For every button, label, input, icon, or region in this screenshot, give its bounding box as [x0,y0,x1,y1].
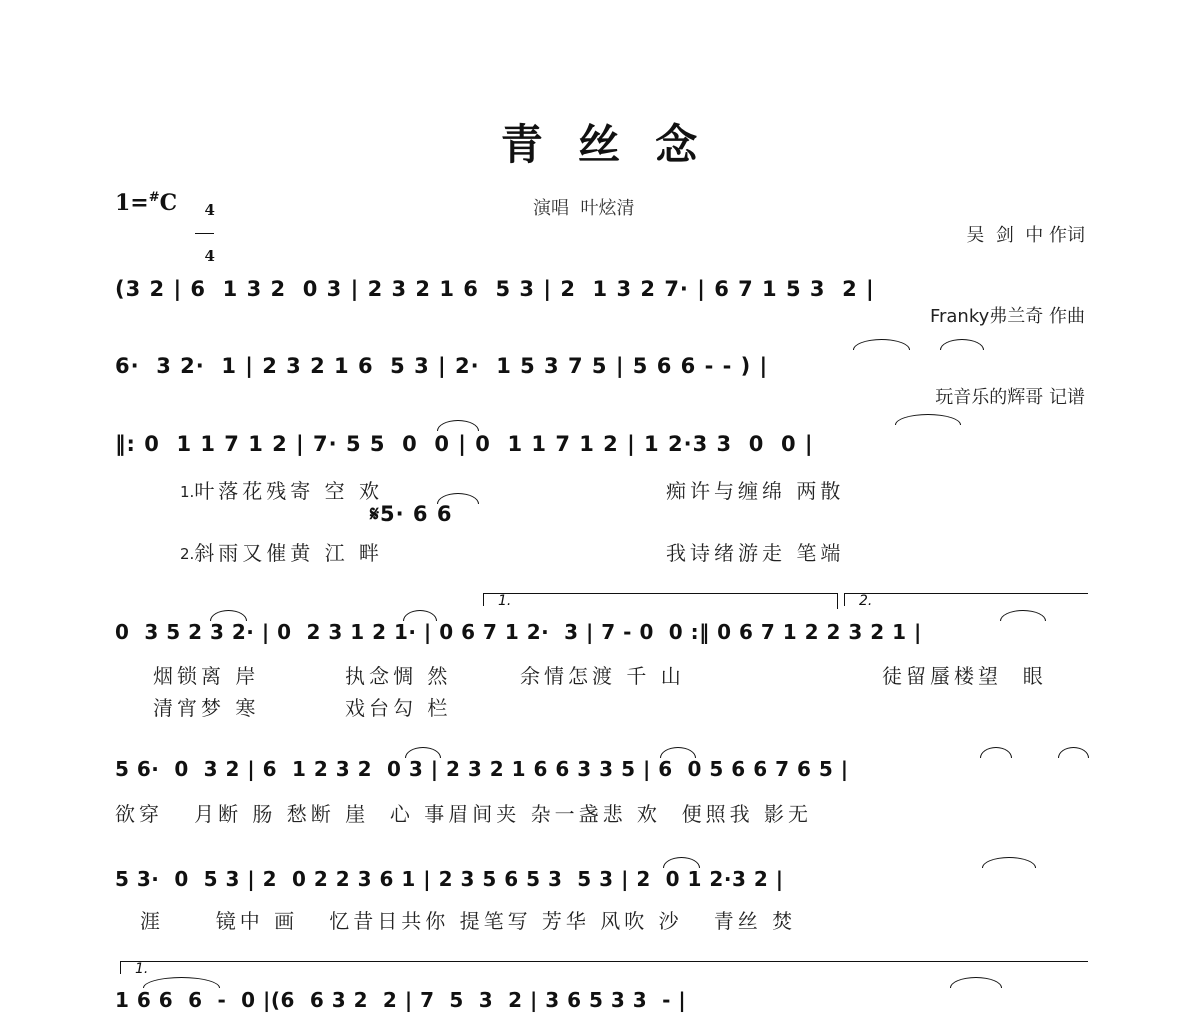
lyric-line-4-d: 徒留蜃楼望 眼 [882,664,1047,688]
slur-mark [437,420,479,431]
lyric-verse-2-b: 我诗绪游走 笔端 [666,541,845,565]
slur-mark [982,857,1036,868]
volta-end-bar [837,593,838,609]
time-signature [194,188,215,264]
lyric-verse-1-a [180,475,383,504]
notation-line-3: ‖: 0 1 1 7 1 2 | 7· 5 5 0 0 | 0 1 1 7 1 2 | 1 2·3 3 0 0 | [115,432,814,456]
transcriber-credit: 玩音乐的辉哥 记谱 [935,387,1085,408]
volta-label: 1. [135,961,149,977]
lyric-line-4-f: 戏台勾 栏 [345,696,452,720]
lyric-line-5: 欲穿 月断 肠 愁断 崖 心 事眉间夹 杂一盏悲 欢 便照我 影无 [115,802,813,826]
key-prefix: 1= [115,190,149,216]
lyric-verse-2-a [180,537,383,566]
notation-line-6: 5 3· 0 5 3 | 2 0 2 2 3 6 1 | 2 3 5 6 5 3 5 3 | 2 0 1 2·3 2 | [115,867,784,891]
slur-mark [437,493,479,504]
notation-line-4: 0 3 5 2 3 2· | 0 2 3 1 2 1· | 0 6 7 1 2· 3 | 7 - 0 0 :‖ 0 6 7 1 2 2 3 2 1 | [115,620,922,644]
notation-line-2: 6· 3 2· 1 | 2 3 2 1 6 5 3 | 2· 1 5 3 7 5 | 5 6 6 - - ) | [115,354,769,378]
lyric-line-4-c: 余情怎渡 千 山 [520,664,685,688]
key-signature [115,190,177,216]
lyric-text: 斜雨又催黄 江 畔 [194,541,384,565]
volta-label: 1. [498,593,512,609]
notation-line-5: 5 6· 0 3 2 | 6 1 2 3 2 0 3 | 2 3 2 1 6 6 3 3 5 | 6 0 5 6 6 7 6 5 | [115,757,849,781]
credits-block [930,168,1085,438]
slur-mark [1058,747,1089,758]
time-sig-top: 4 [204,201,215,219]
lyric-text: 叶落花残寄 空 欢 [194,479,384,503]
notation-line-7: 1 6 6 6 - 0 |(6 6 3 2 2 | 7 5 3 2 | 3 6 5 3 3 - | [115,988,687,1012]
slur-mark [663,857,700,868]
lyric-line-4-e: 清宵梦 寒 [153,696,260,720]
notation-line-1: (3 2 | 6 1 3 2 0 3 | 2 3 2 1 6 5 3 | 2 1 3 2 7· | 6 7 1 5 3 2 | [115,277,875,301]
volta-first-ending [483,593,838,609]
slur-mark [660,747,696,758]
key-note: C [159,190,178,216]
song-title: 青 丝 念 [500,120,700,169]
lyric-line-4-b: 执念惆 然 [345,664,452,688]
time-sig-divider [195,233,214,234]
composer-credit: Franky弗兰奇 作曲 [929,306,1085,327]
singer-credit: 演唱 叶炫清 [533,198,635,219]
slur-mark [403,610,437,621]
sharp-accidental: # [148,190,160,205]
lyric-verse-1-b: 痴许与缠绵 两散 [666,479,845,503]
volta-second-ending [844,593,1088,609]
time-sig-bottom: 4 [204,247,215,265]
slur-mark [405,747,441,758]
slur-mark [950,977,1002,988]
verse-number: 1. [180,483,195,501]
lyric-line-4-a: 烟锁离 岸 [153,664,260,688]
slur-mark [1000,610,1046,621]
slur-mark [980,747,1012,758]
verse-number: 2. [180,545,195,563]
volta-first-ending-lower [120,961,1088,977]
segno-notation: 𝄋5· 6 6 [370,502,453,526]
lyricist-credit: 吴 剑 中 作词 [966,225,1085,246]
slur-mark [143,977,220,988]
lyric-line-6: 涯 镜中 画 忆昔日共你 提笔写 芳华 风吹 沙 青丝 焚 [140,909,797,933]
volta-label: 2. [859,593,873,609]
slur-mark [853,339,910,350]
slur-mark [210,610,247,621]
